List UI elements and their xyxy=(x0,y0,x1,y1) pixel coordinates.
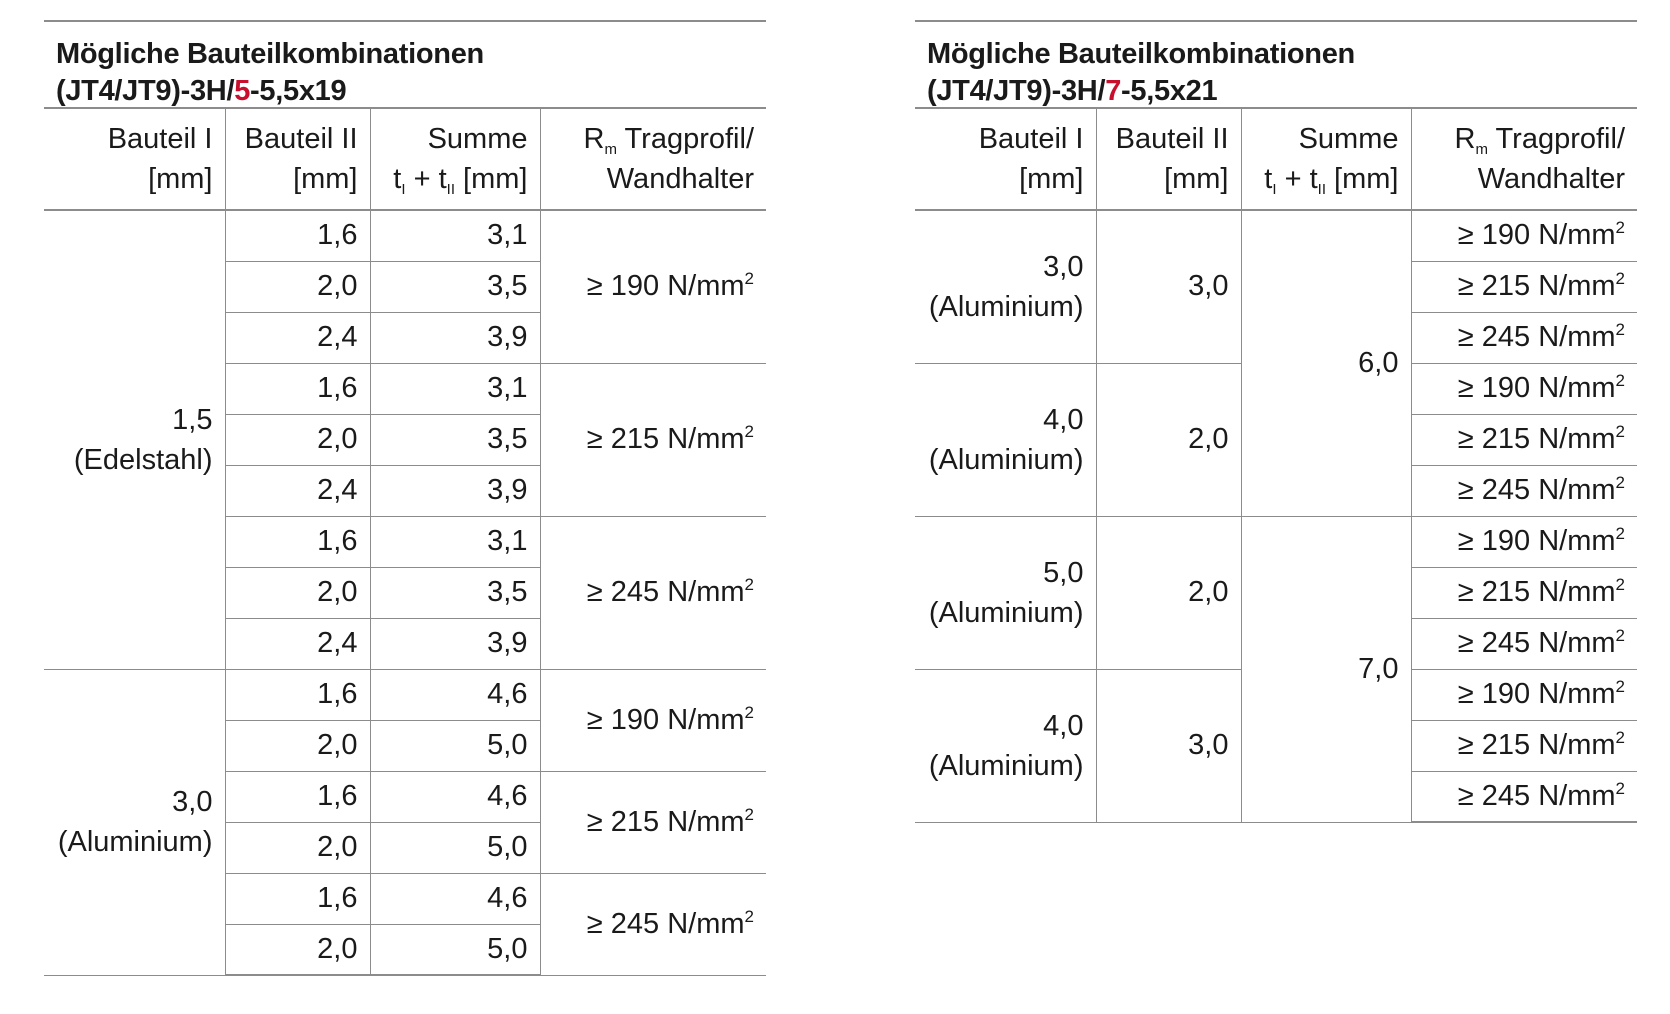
header-summe: Summe $t_I + t_{II}$ [mm] xyxy=(1241,108,1411,210)
header-bauteil-2: Bauteil II [mm] xyxy=(1096,108,1241,210)
bauteil-1-cell: 3,0 (Aluminium) xyxy=(44,669,225,975)
left-header-row xyxy=(44,108,766,210)
strength-cell: ≥ 190 $N/mm^2$ xyxy=(1411,363,1637,414)
left-combination-table xyxy=(44,107,766,976)
header-tensile-strength: $R_m$ Tragprofil/ Wandhalter xyxy=(1411,108,1637,210)
bauteil-1-cell: 3,0 (Aluminium) xyxy=(915,210,1096,363)
header-bauteil-1: Bauteil I [mm] xyxy=(44,108,225,210)
left-table-panel xyxy=(44,20,766,976)
bauteil-2-cell: 1,6 xyxy=(225,363,370,414)
bauteil-2-cell: 3,0 xyxy=(1096,669,1241,822)
strength-cell: ≥ 245 $N/mm^2$ xyxy=(1411,312,1637,363)
bauteil-2-cell: 2,0 xyxy=(225,924,370,975)
bauteil-1-cell: 4,0 (Aluminium) xyxy=(915,669,1096,822)
summe-cell: 3,5 xyxy=(370,567,540,618)
summe-cell: 5,0 xyxy=(370,822,540,873)
summe-cell: 5,0 xyxy=(370,720,540,771)
bauteil-2-cell: 1,6 xyxy=(225,210,370,261)
summe-cell: 3,5 xyxy=(370,261,540,312)
strength-cell: ≥ 245 $N/mm^2$ xyxy=(1411,618,1637,669)
right-title-text: Mögliche Bauteilkombinationen xyxy=(927,38,1355,70)
bauteil-2-cell: 2,4 xyxy=(225,312,370,363)
bauteil-1-cell: 1,5 (Edelstahl) xyxy=(44,210,225,669)
right-table-title xyxy=(915,20,1637,107)
right-header-row xyxy=(915,108,1637,210)
bauteil-1-cell: 4,0 (Aluminium) xyxy=(915,363,1096,516)
bauteil-2-cell: 1,6 xyxy=(225,669,370,720)
table-row xyxy=(915,516,1637,567)
strength-cell: ≥ 215 $N/mm^2$ xyxy=(1411,567,1637,618)
summe-cell: 3,9 xyxy=(370,618,540,669)
right-combination-table xyxy=(915,107,1637,823)
strength-cell: ≥ 245 $N/mm^2$ xyxy=(1411,771,1637,822)
bauteil-2-cell: 1,6 xyxy=(225,771,370,822)
bauteil-2-cell: 2,0 xyxy=(1096,363,1241,516)
right-code-highlight: 7 xyxy=(1105,75,1122,107)
bauteil-2-cell: 2,4 xyxy=(225,465,370,516)
right-table-panel xyxy=(915,20,1637,823)
summe-cell: 3,1 xyxy=(370,363,540,414)
bauteil-1-cell: 5,0 (Aluminium) xyxy=(915,516,1096,669)
summe-cell: 3,1 xyxy=(370,210,540,261)
summe-cell: 3,1 xyxy=(370,516,540,567)
table-row xyxy=(44,210,766,261)
left-table-title xyxy=(44,20,766,107)
bauteil-2-cell: 1,6 xyxy=(225,873,370,924)
bauteil-2-cell: 2,0 xyxy=(1096,516,1241,669)
summe-cell: 3,5 xyxy=(370,414,540,465)
summe-cell: 7,0 xyxy=(1241,516,1411,822)
header-bauteil-1: Bauteil I [mm] xyxy=(915,108,1096,210)
summe-cell: 6,0 xyxy=(1241,210,1411,516)
header-bauteil-2: Bauteil II [mm] xyxy=(225,108,370,210)
strength-cell: ≥ 190 $N/mm^2$ xyxy=(540,210,766,363)
right-title-code: (JT4/JT9)-3H/7-5,5x21 xyxy=(927,75,1218,107)
strength-cell: ≥ 190 $N/mm^2$ xyxy=(1411,516,1637,567)
strength-cell: ≥ 245 $N/mm^2$ xyxy=(1411,465,1637,516)
strength-cell: ≥ 215 $N/mm^2$ xyxy=(1411,720,1637,771)
bauteil-2-cell: 2,4 xyxy=(225,618,370,669)
table-row xyxy=(44,669,766,720)
bauteil-2-cell: 2,0 xyxy=(225,414,370,465)
summe-cell: 5,0 xyxy=(370,924,540,975)
left-title-text: Mögliche Bauteilkombinationen xyxy=(56,38,484,70)
bauteil-2-cell: 2,0 xyxy=(225,261,370,312)
header-summe: Summe $t_I + t_{II}$ [mm] xyxy=(370,108,540,210)
strength-cell: ≥ 190 $N/mm^2$ xyxy=(1411,210,1637,261)
strength-cell: ≥ 245 $N/mm^2$ xyxy=(540,873,766,975)
summe-cell: 4,6 xyxy=(370,669,540,720)
bauteil-2-cell: 3,0 xyxy=(1096,210,1241,363)
bauteil-2-cell: 2,0 xyxy=(225,567,370,618)
strength-cell: ≥ 190 $N/mm^2$ xyxy=(540,669,766,771)
summe-cell: 4,6 xyxy=(370,771,540,822)
strength-cell: ≥ 215 $N/mm^2$ xyxy=(1411,261,1637,312)
left-code-highlight: 5 xyxy=(234,75,251,107)
strength-cell: ≥ 190 $N/mm^2$ xyxy=(1411,669,1637,720)
strength-cell: ≥ 245 $N/mm^2$ xyxy=(540,516,766,669)
strength-cell: ≥ 215 $N/mm^2$ xyxy=(1411,414,1637,465)
left-title-code: (JT4/JT9)-3H/5-5,5x19 xyxy=(56,75,347,107)
strength-cell: ≥ 215 $N/mm^2$ xyxy=(540,771,766,873)
summe-cell: 4,6 xyxy=(370,873,540,924)
header-tensile-strength: $R_m$ Tragprofil/ Wandhalter xyxy=(540,108,766,210)
bauteil-2-cell: 2,0 xyxy=(225,720,370,771)
strength-cell: ≥ 215 $N/mm^2$ xyxy=(540,363,766,516)
table-row xyxy=(915,210,1637,261)
summe-cell: 3,9 xyxy=(370,312,540,363)
bauteil-2-cell: 2,0 xyxy=(225,822,370,873)
summe-cell: 3,9 xyxy=(370,465,540,516)
bauteil-2-cell: 1,6 xyxy=(225,516,370,567)
